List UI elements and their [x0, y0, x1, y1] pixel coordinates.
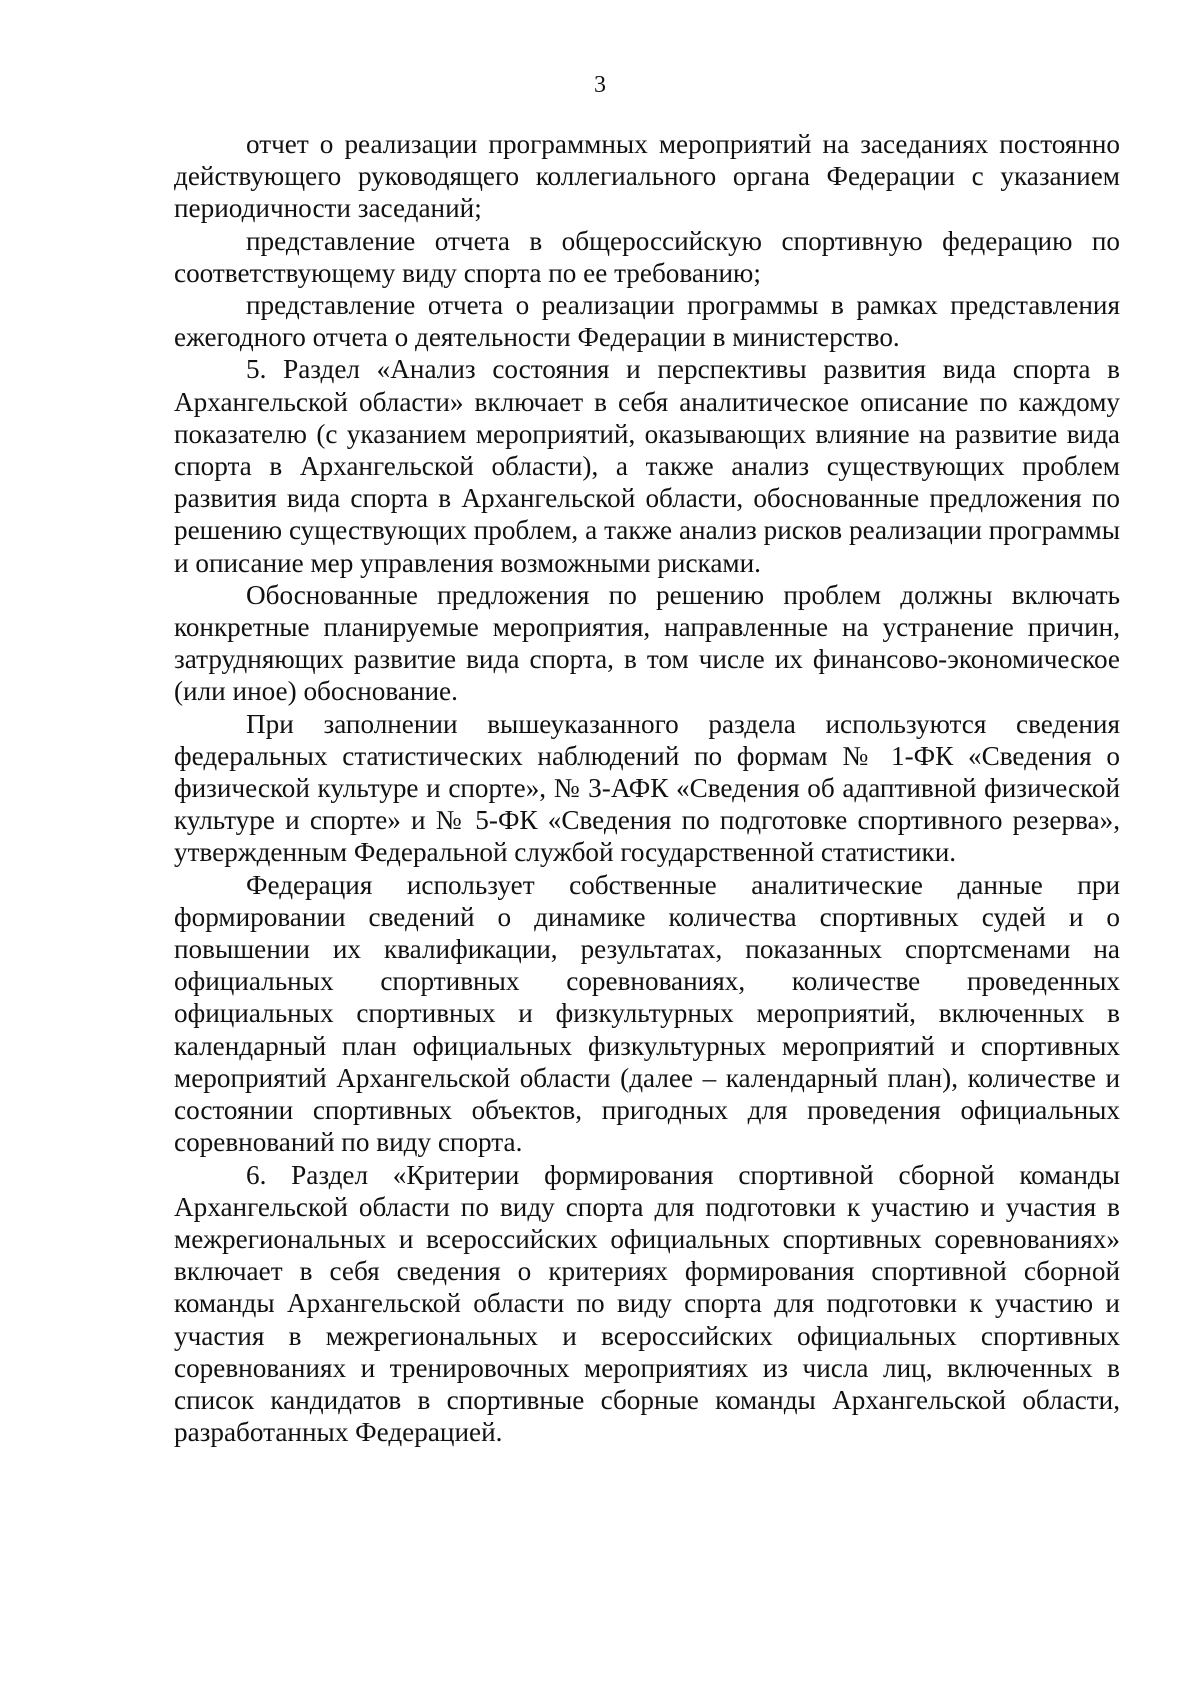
- document-body: [174, 128, 1120, 1448]
- paragraph-proposals: Обоснованные предложения по решению проблем должны включать конкретные планируемые мероприятия, направленные на устранение причин, затрудняющих развитие вида спорта, в том числе их финансово-экономическое (или иное) обоснование.: [174, 579, 1120, 707]
- paragraph-statistics: При заполнении вышеуказанного раздела используются сведения федеральных статистических наблюдений по формам № 1-ФК «Сведения о физической культуре и спорте», № 3-АФК «Сведения об адаптивной физической культуре и спорте» и № 5-ФК «Сведения по подготовке спортивного резерва», утвержденным Федеральной службой государственной статистики.: [174, 708, 1120, 868]
- paragraph-federation-data: Федерация использует собственные аналитические данные при формировании сведений о динамике количества спортивных судей и о повышении их квалификации, результатах, показанных спортсменами на официальных спортивных соревнованиях, количестве проведенных официальных спортивных и физкультурных мероприятий, включенных в календарный план официальных физкультурных мероприятий и спортивных мероприятий Архангельской области (далее – календарный план), количестве и состоянии спортивных объектов, пригодных для проведения официальных соревнований по виду спорта.: [174, 869, 1120, 1158]
- paragraph-report-federation: представление отчета в общероссийскую спортивную федерацию по соответствующему виду спорта по ее требованию;: [174, 225, 1120, 288]
- paragraph-report-ministry: представление отчета о реализации программы в рамках представления ежегодного отчета о деятельности Федерации в министерство.: [174, 290, 1120, 353]
- paragraph-section-5: 5. Раздел «Анализ состояния и перспективы развития вида спорта в Архангельской области» включает в себя аналитическое описание по каждому показателю (с указанием мероприятий, оказывающих влияние на развитие вида спорта в Архангельской области), а также анализ существующих проблем развития вида спорта в Архангельской области, обоснованные предложения по решению существующих проблем, а также анализ рисков реализации программы и описание мер управления возможными рисками.: [174, 354, 1120, 578]
- paragraph-report-meetings: отчет о реализации программных мероприятий на заседаниях постоянно действующего руководящего коллегиального органа Федерации с указанием периодичности заседаний;: [174, 129, 1120, 224]
- paragraph-section-6: 6. Раздел «Критерии формирования спортивной сборной команды Архангельской области по виду спорта для подготовки к участию и участия в межрегиональных и всероссийских официальных спортивных соревнованиях» включает в себя сведения о критериях формирования спортивной сборной команды Архангельской области по виду спорта для подготовки к участию и участия в межрегиональных и всероссийских официальных спортивных соревнованиях и тренировочных мероприятиях из числа лиц, включенных в список кандидатов в спортивные сборные команды Архангельской области, разработанных Федерацией.: [174, 1159, 1120, 1448]
- page-number: 3: [594, 72, 606, 98]
